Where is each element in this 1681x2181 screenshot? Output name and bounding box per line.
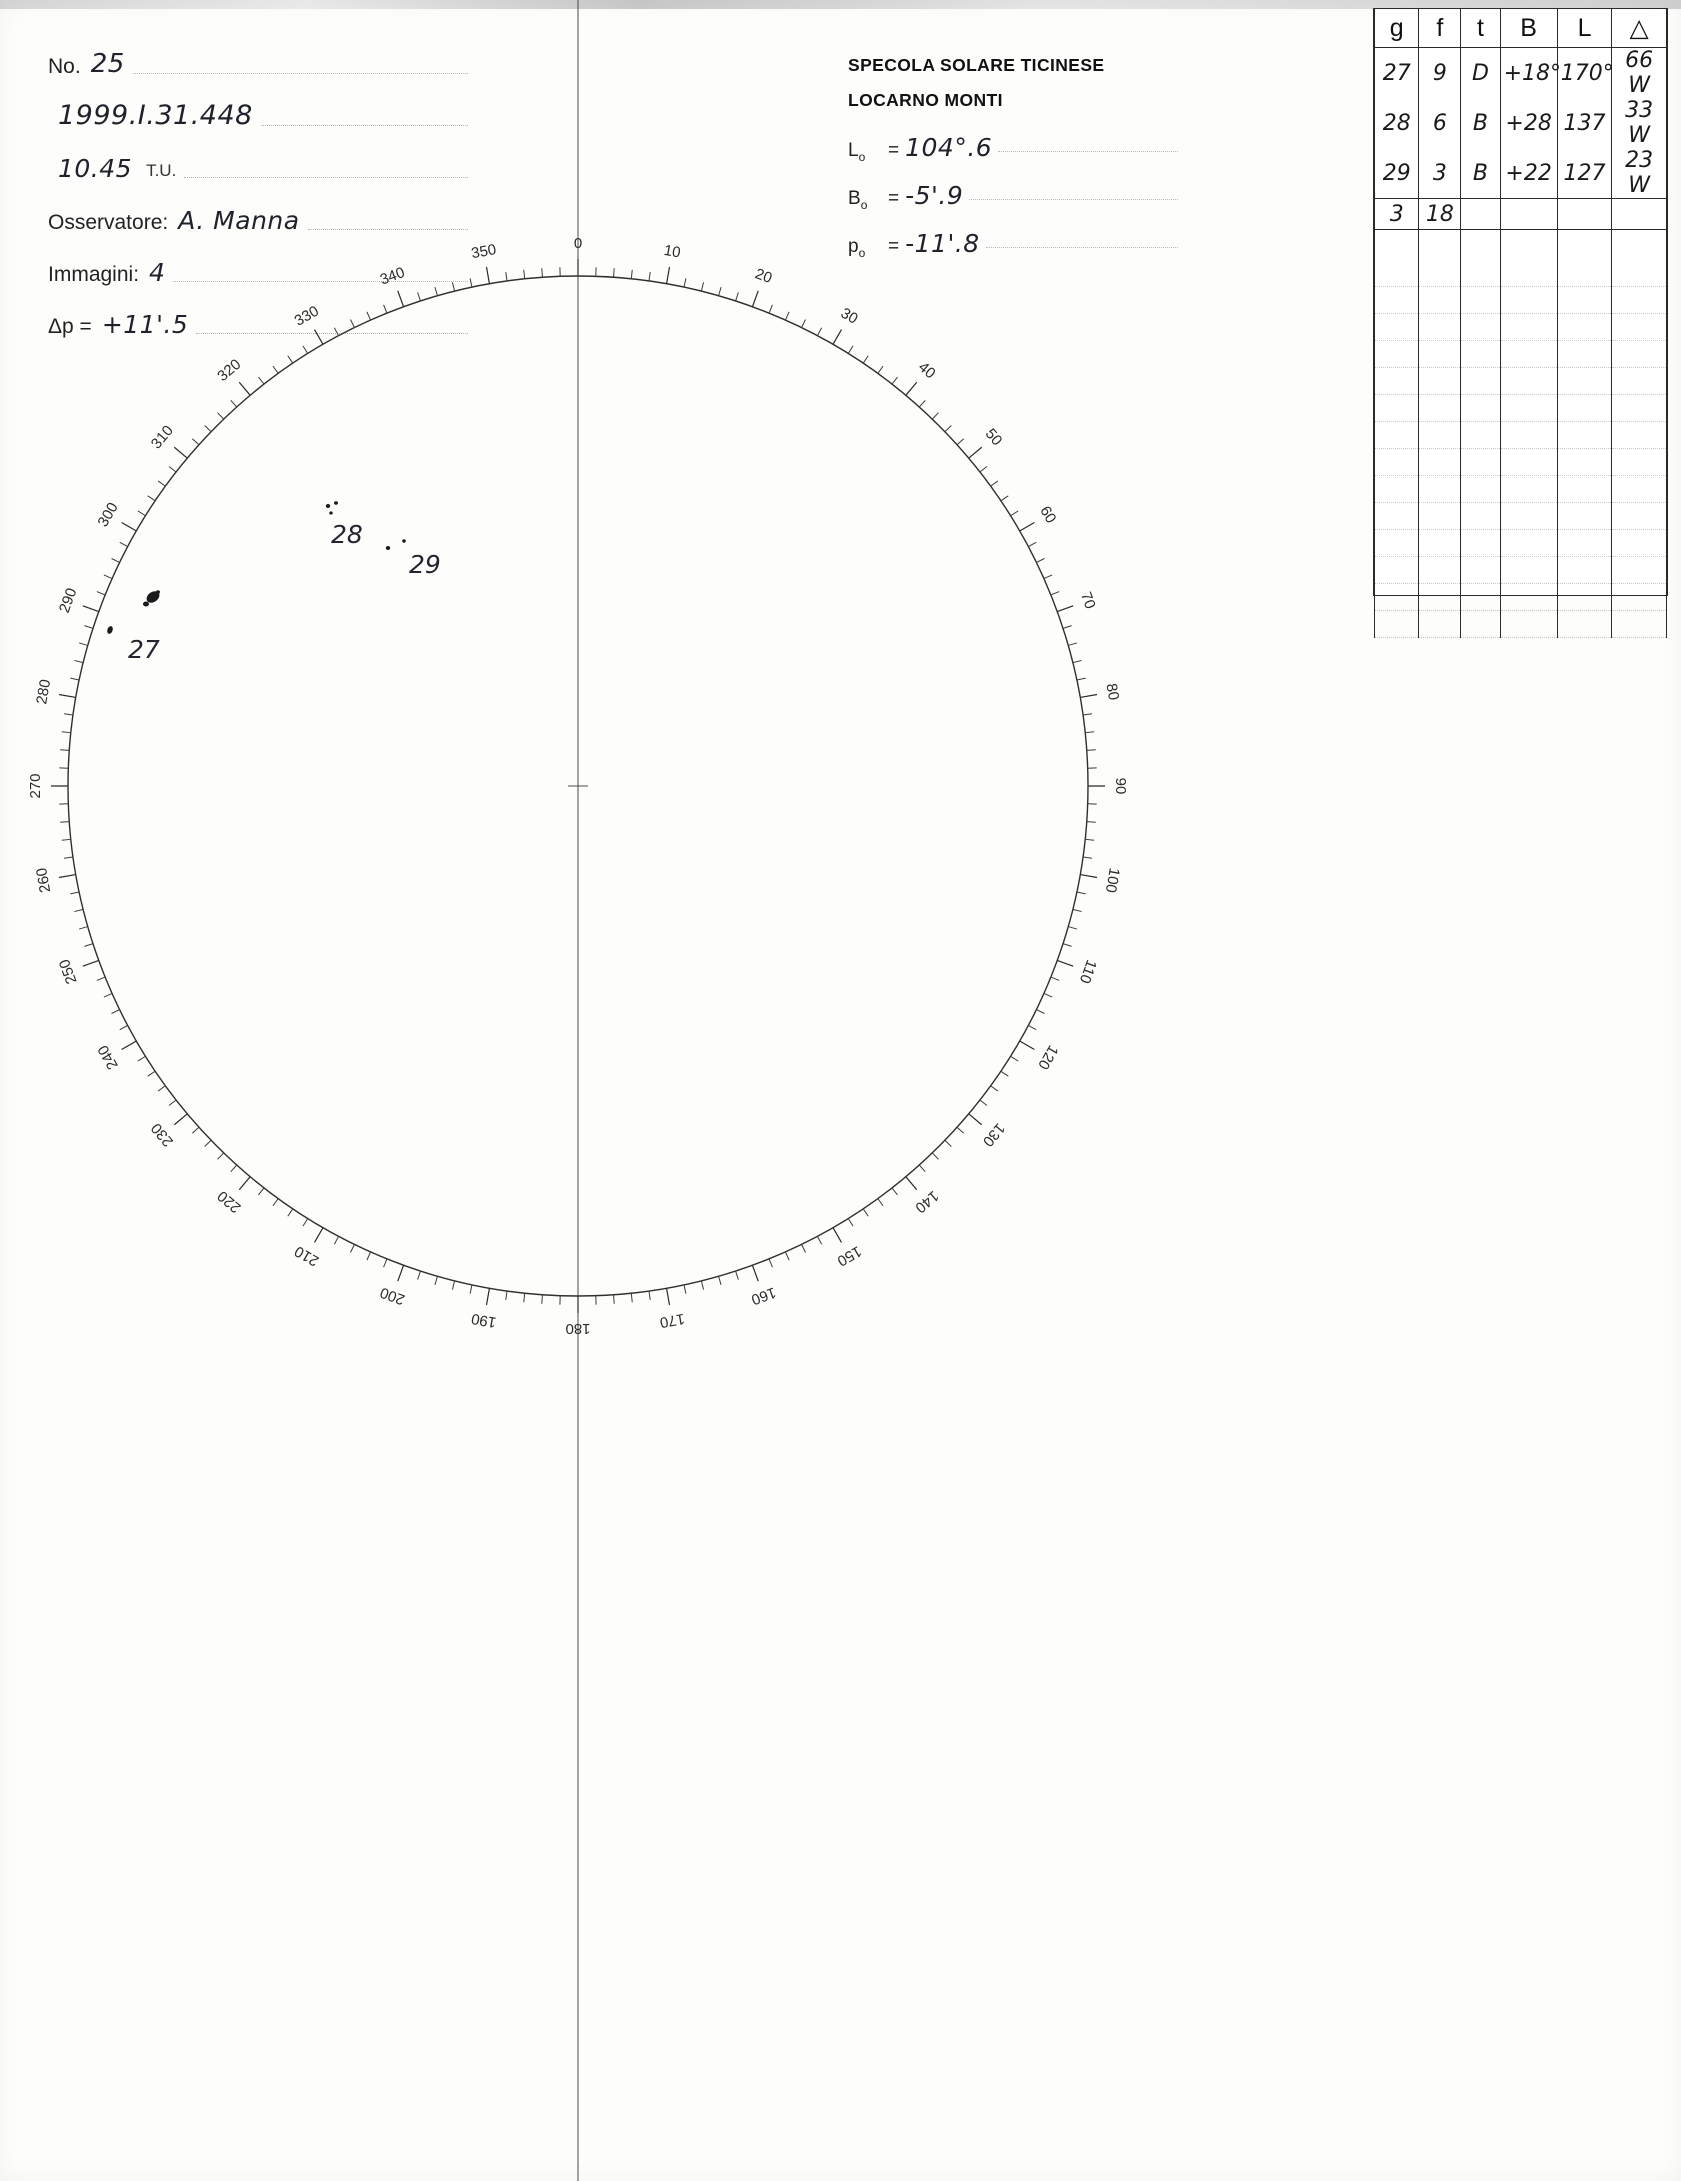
minor-tick — [1044, 575, 1052, 579]
sunspot-group-label-28: 28 — [331, 520, 363, 549]
minor-tick — [120, 542, 128, 546]
minor-tick — [74, 909, 83, 911]
degree-label-0: 0 — [573, 234, 583, 252]
minor-tick — [288, 356, 293, 363]
col-header-f: f — [1419, 9, 1461, 48]
cell-t: D — [1461, 48, 1500, 99]
minor-tick — [384, 1259, 387, 1267]
param-eq-B0: = — [888, 188, 900, 209]
degree-label-230: 230 — [147, 1119, 177, 1150]
minor-tick — [367, 312, 371, 320]
label-time-unit: T.U. — [146, 161, 177, 180]
minor-tick — [192, 439, 199, 445]
cell-L: 137 — [1557, 98, 1612, 148]
minor-tick — [138, 1056, 146, 1061]
major-tick — [174, 1114, 187, 1125]
minor-tick — [736, 1271, 739, 1280]
minor-tick — [719, 1276, 721, 1285]
minor-tick — [74, 660, 83, 662]
cell-g: 29 — [1375, 148, 1419, 199]
minor-tick — [104, 993, 112, 997]
major-tick — [906, 382, 917, 395]
major-tick — [59, 694, 76, 697]
minor-tick — [1083, 857, 1092, 858]
sunspot-layer — [106, 501, 441, 664]
minor-tick — [470, 1285, 472, 1294]
minor-tick — [1083, 714, 1092, 715]
minor-tick — [334, 328, 338, 336]
minor-tick — [1036, 558, 1044, 562]
degree-label-290: 290 — [55, 585, 81, 616]
cell-B: +22 — [1500, 148, 1557, 199]
degree-label-100: 100 — [1101, 866, 1123, 895]
minor-tick — [863, 356, 868, 363]
minor-tick — [1028, 542, 1036, 546]
minor-tick — [418, 1271, 421, 1280]
cell-B: +18° — [1500, 48, 1557, 99]
sunspot-mark — [326, 504, 330, 508]
minor-tick — [1068, 643, 1077, 645]
minor-tick — [631, 1293, 632, 1302]
minor-tick — [79, 643, 88, 645]
minor-tick — [452, 1281, 454, 1290]
col-header-t: t — [1461, 9, 1500, 48]
minor-tick — [64, 857, 73, 858]
param-label-L0: $L_o$ — [848, 140, 866, 164]
minor-tick — [919, 1165, 925, 1172]
major-tick — [83, 960, 99, 966]
degree-label-260: 260 — [33, 866, 55, 895]
degree-label-170: 170 — [658, 1309, 687, 1331]
major-tick — [833, 1228, 842, 1243]
degree-label-250: 250 — [55, 956, 81, 987]
major-tick — [315, 330, 324, 345]
cell-t: B — [1461, 98, 1500, 148]
minor-tick — [205, 1140, 211, 1146]
minor-tick — [932, 1153, 938, 1159]
col-header-B: B — [1500, 9, 1557, 48]
major-tick — [969, 1114, 982, 1125]
label-observer: Osservatore: — [48, 211, 169, 234]
cell-delta: 23 W — [1612, 148, 1667, 199]
value-observer: A. Manna — [178, 206, 300, 235]
observatory-name-line2: LOCARNO MONTI — [848, 90, 1003, 110]
minor-tick — [70, 678, 79, 680]
minor-tick — [817, 328, 821, 336]
minor-tick — [1085, 839, 1094, 840]
cell-g: 28 — [1375, 98, 1419, 148]
cell-f: 6 — [1419, 98, 1461, 148]
minor-tick — [158, 481, 165, 486]
minor-tick — [258, 377, 264, 384]
minor-tick — [104, 575, 112, 579]
minor-tick — [932, 413, 938, 419]
sunspot-group-label-29: 29 — [409, 550, 441, 579]
major-tick — [59, 875, 76, 878]
major-tick — [1020, 1041, 1035, 1050]
sunspot-mark — [156, 590, 160, 594]
minor-tick — [1073, 660, 1082, 662]
major-tick — [486, 267, 489, 284]
cell-sum-g: 3 — [1375, 199, 1419, 230]
minor-tick — [350, 320, 354, 328]
value-no: 25 — [90, 49, 125, 79]
minor-tick — [736, 292, 739, 301]
param-sub-L0: o — [858, 149, 866, 164]
degree-label-60: 60 — [1036, 503, 1060, 527]
major-tick — [398, 1265, 404, 1281]
major-tick — [398, 291, 404, 307]
minor-tick — [435, 1276, 437, 1285]
degree-label-190: 190 — [469, 1309, 498, 1331]
sunspot-mark — [334, 501, 338, 505]
minor-tick — [112, 1010, 120, 1014]
minor-tick — [945, 425, 951, 431]
cell-f: 3 — [1419, 148, 1461, 199]
minor-tick — [542, 268, 543, 277]
minor-tick — [991, 1086, 998, 1091]
param-label-p0: $p_o$ — [848, 236, 866, 260]
minor-tick — [148, 496, 155, 501]
degree-label-280: 280 — [33, 677, 55, 706]
degree-label-70: 70 — [1076, 589, 1099, 612]
minor-tick — [785, 312, 789, 320]
minor-tick — [957, 1127, 964, 1133]
minor-tick — [452, 282, 454, 291]
minor-tick — [649, 272, 650, 281]
label-no: No. — [48, 55, 81, 78]
minor-tick — [769, 1259, 772, 1267]
degree-label-340: 340 — [377, 263, 408, 289]
minor-tick — [231, 400, 237, 407]
major-tick — [1080, 875, 1097, 878]
degree-label-350: 350 — [469, 241, 498, 263]
minor-tick — [991, 481, 998, 486]
major-tick — [239, 1177, 250, 1190]
degree-label-120: 120 — [1034, 1042, 1062, 1073]
major-tick — [752, 291, 758, 307]
degree-label-220: 220 — [214, 1187, 245, 1217]
minor-tick — [524, 1293, 525, 1302]
minor-tick — [62, 732, 71, 733]
minor-tick — [205, 425, 211, 431]
minor-tick — [158, 1086, 165, 1091]
minor-tick — [79, 927, 88, 929]
minor-tick — [1011, 1056, 1019, 1061]
major-tick — [486, 1288, 489, 1305]
sunspot-mark — [402, 539, 406, 542]
minor-tick — [148, 1071, 155, 1076]
degree-label-90: 90 — [1112, 777, 1130, 795]
minor-tick — [1063, 944, 1072, 947]
minor-tick — [684, 1285, 686, 1294]
major-tick — [1080, 694, 1097, 697]
minor-tick — [1036, 1010, 1044, 1014]
cell-L: 170° — [1557, 48, 1612, 99]
param-eq-p0: = — [888, 236, 900, 257]
minor-tick — [1001, 496, 1008, 501]
minor-tick — [892, 377, 898, 384]
param-value-L0: 104°.6 — [905, 133, 993, 162]
minor-tick — [817, 1236, 821, 1244]
cell-L: 127 — [1557, 148, 1612, 199]
minor-tick — [701, 1281, 703, 1290]
major-tick — [122, 523, 137, 532]
label-images: Immagini: — [48, 263, 140, 286]
minor-tick — [1044, 993, 1052, 997]
minor-tick — [169, 1100, 176, 1106]
minor-tick — [1085, 732, 1094, 733]
minor-tick — [980, 466, 987, 472]
minor-tick — [614, 1295, 615, 1304]
param-value-B0: -5'.9 — [905, 181, 964, 210]
minor-tick — [919, 400, 925, 407]
minor-tick — [217, 1153, 223, 1159]
sunspot-mark — [143, 602, 149, 607]
minor-tick — [470, 278, 472, 287]
major-tick — [1057, 960, 1073, 966]
major-tick — [122, 1041, 137, 1050]
degree-label-160: 160 — [748, 1283, 779, 1309]
minor-tick — [701, 282, 703, 291]
minor-tick — [863, 1209, 868, 1216]
minor-tick — [1063, 626, 1072, 629]
degree-label-270: 270 — [26, 773, 44, 799]
minor-tick — [1087, 822, 1096, 823]
degree-label-20: 20 — [752, 265, 775, 288]
minor-tick — [1011, 511, 1019, 516]
minor-tick — [892, 1188, 898, 1195]
value-time: 10.45 — [58, 154, 133, 183]
minor-tick — [1077, 892, 1086, 894]
major-tick — [833, 330, 842, 345]
minor-tick — [1073, 909, 1082, 911]
minor-tick — [878, 1199, 883, 1206]
minor-tick — [524, 270, 525, 279]
cell-delta: 33 W — [1612, 98, 1667, 148]
major-tick — [315, 1228, 324, 1243]
degree-label-300: 300 — [94, 499, 122, 530]
major-tick — [174, 447, 187, 458]
col-header-g: g — [1375, 9, 1419, 48]
degree-label-320: 320 — [214, 355, 245, 385]
value-delta-p: +11'.5 — [101, 310, 189, 339]
minor-tick — [169, 466, 176, 472]
param-label-B0: $B_o$ — [848, 188, 868, 212]
minor-tick — [1028, 1025, 1036, 1029]
minor-tick — [769, 305, 772, 313]
disk-center-cross — [568, 776, 588, 796]
col-header-delta: △ — [1612, 9, 1667, 48]
minor-tick — [848, 1219, 853, 1227]
minor-tick — [97, 977, 105, 980]
major-tick — [1057, 606, 1073, 612]
degree-label-110: 110 — [1075, 957, 1100, 986]
minor-tick — [60, 750, 69, 751]
minor-tick — [631, 270, 632, 279]
minor-tick — [84, 626, 93, 629]
minor-tick — [1051, 977, 1059, 980]
minor-tick — [649, 1291, 650, 1300]
minor-tick — [1001, 1071, 1008, 1076]
minor-tick — [802, 320, 806, 328]
minor-tick — [97, 592, 105, 595]
major-tick — [752, 1265, 758, 1281]
minor-tick — [231, 1165, 237, 1172]
minor-tick — [945, 1140, 951, 1146]
minor-tick — [878, 366, 883, 373]
minor-tick — [957, 439, 964, 445]
degree-label-140: 140 — [911, 1187, 942, 1217]
minor-tick — [418, 292, 421, 301]
minor-tick — [785, 1252, 789, 1260]
minor-tick — [303, 1219, 308, 1227]
minor-tick — [614, 268, 615, 277]
degree-label-130: 130 — [979, 1119, 1009, 1150]
minor-tick — [506, 1291, 507, 1300]
cell-B: +28 — [1500, 98, 1557, 148]
cell-g: 27 — [1375, 48, 1419, 99]
degree-label-80: 80 — [1102, 682, 1123, 702]
degree-label-330: 330 — [291, 302, 322, 330]
param-eq-L0: = — [888, 140, 900, 161]
minor-tick — [802, 1244, 806, 1252]
minor-tick — [303, 346, 308, 354]
degree-label-210: 210 — [291, 1242, 322, 1270]
degree-label-50: 50 — [981, 425, 1006, 450]
major-tick — [667, 267, 670, 284]
minor-tick — [273, 366, 278, 373]
sunspot-mark — [106, 625, 114, 634]
minor-tick — [192, 1127, 199, 1133]
minor-tick — [1051, 592, 1059, 595]
sunspot-mark — [386, 546, 390, 550]
degree-label-30: 30 — [837, 304, 861, 328]
degree-label-200: 200 — [377, 1283, 408, 1309]
minor-tick — [84, 944, 93, 947]
cell-delta: 66 W — [1612, 48, 1667, 99]
param-sub-B0: o — [860, 197, 868, 212]
minor-tick — [719, 287, 721, 296]
major-tick — [1020, 523, 1035, 532]
major-tick — [969, 447, 982, 458]
minor-tick — [542, 1295, 543, 1304]
value-images: 4 — [149, 258, 166, 287]
minor-tick — [848, 346, 853, 354]
label-delta-p: Δp = — [48, 315, 92, 338]
minor-tick — [120, 1025, 128, 1029]
sunspot-group-label-27: 27 — [128, 635, 160, 664]
minor-tick — [64, 714, 73, 715]
degree-label-150: 150 — [834, 1242, 865, 1270]
cell-t: B — [1461, 148, 1500, 199]
value-date: 1999.I.31.448 — [58, 100, 253, 131]
minor-tick — [60, 822, 69, 823]
minor-tick — [70, 892, 79, 894]
param-sub-p0: o — [858, 245, 866, 260]
major-tick — [239, 382, 250, 395]
major-tick — [83, 606, 99, 612]
minor-tick — [112, 558, 120, 562]
observatory-name-line1: SPECOLA SOLARE TICINESE — [848, 55, 1105, 75]
minor-tick — [1087, 750, 1096, 751]
degree-label-40: 40 — [914, 358, 939, 383]
degree-label-180: 180 — [565, 1320, 591, 1338]
cell-f: 9 — [1419, 48, 1461, 99]
minor-tick — [350, 1244, 354, 1252]
minor-tick — [334, 1236, 338, 1244]
minor-tick — [980, 1100, 987, 1106]
minor-tick — [138, 511, 146, 516]
minor-tick — [258, 1188, 264, 1195]
minor-tick — [684, 278, 686, 287]
minor-tick — [273, 1199, 278, 1206]
major-tick — [667, 1288, 670, 1305]
cell-sum-f: 18 — [1419, 199, 1461, 230]
minor-tick — [62, 839, 71, 840]
sunspot-mark — [329, 511, 332, 514]
col-header-L: L — [1557, 9, 1612, 48]
minor-tick — [1068, 927, 1077, 929]
minor-tick — [217, 413, 223, 419]
degree-label-240: 240 — [94, 1042, 122, 1073]
minor-tick — [384, 305, 387, 313]
param-value-p0: -11'.8 — [905, 229, 980, 258]
major-tick — [906, 1177, 917, 1190]
minor-tick — [506, 272, 507, 281]
minor-tick — [367, 1252, 371, 1260]
degree-label-310: 310 — [147, 422, 177, 453]
degree-label-10: 10 — [662, 241, 682, 262]
minor-tick — [288, 1209, 293, 1216]
minor-tick — [435, 287, 437, 296]
minor-tick — [1077, 678, 1086, 680]
